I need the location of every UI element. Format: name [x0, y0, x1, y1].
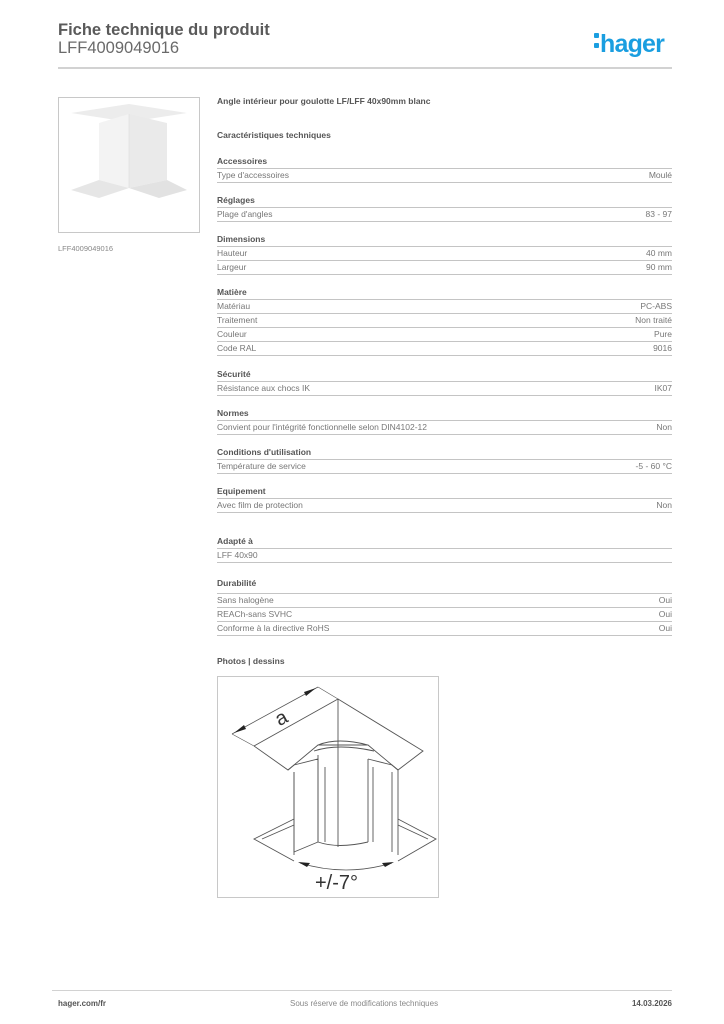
spec-label: Hauteur	[217, 248, 248, 258]
spec-row	[217, 421, 672, 435]
spec-row	[217, 261, 672, 275]
spec-label: Matériau	[217, 301, 251, 311]
section-title: Réglages	[217, 194, 672, 208]
product-thumbnail	[58, 97, 200, 233]
footer-website-link[interactable]: hager.com/fr	[58, 999, 107, 1008]
section-title: Normes	[217, 407, 672, 421]
spec-value: Moulé	[648, 170, 672, 180]
spec-row	[217, 208, 672, 222]
section-title: Accessoires	[217, 155, 672, 169]
section-durabilite	[217, 577, 672, 636]
spec-value: Non traité	[635, 315, 672, 325]
product-name: Angle intérieur pour goulotte LF/LFF 40x90mm blanc	[217, 96, 431, 106]
section-dimensions	[217, 233, 672, 275]
spec-label: Convient pour l'intégrité fonctionnelle selon DIN4102-12	[217, 422, 428, 432]
spec-value: 83 - 97	[645, 209, 672, 219]
footer-date: 14.03.2026	[631, 999, 672, 1008]
spec-label: Type d'accessoires	[217, 170, 290, 180]
section-title: Durabilité	[217, 577, 672, 594]
section-title: Adapté à	[217, 535, 672, 549]
spec-row	[217, 499, 672, 513]
spec-value: PC-ABS	[640, 301, 672, 311]
spec-value: Non	[656, 422, 672, 432]
spec-label: Code RAL	[217, 343, 257, 353]
spec-label: Avec film de protection	[217, 500, 303, 510]
section-normes	[217, 407, 672, 435]
spec-row	[217, 622, 672, 636]
product-reference: LFF4009049016	[58, 39, 180, 57]
spec-row	[217, 328, 672, 342]
spec-row	[217, 549, 672, 563]
section-adapte	[217, 535, 672, 563]
spec-row	[217, 314, 672, 328]
spec-label: Traitement	[217, 315, 258, 325]
spec-label: Sans halogène	[217, 595, 274, 605]
spec-label: Conforme à la directive RoHS	[217, 623, 330, 633]
tech-specs-heading: Caractéristiques techniques	[217, 130, 331, 140]
section-accessoires	[217, 155, 672, 183]
svg-text:a: a	[271, 706, 292, 731]
section-reglages	[217, 194, 672, 222]
spec-label: Résistance aux chocs IK	[217, 383, 311, 393]
footer-disclaimer: Sous réserve de modifications techniques	[290, 999, 439, 1008]
spec-row	[217, 300, 672, 314]
footer-divider	[52, 990, 672, 991]
section-securite	[217, 368, 672, 396]
technical-drawing	[217, 676, 439, 898]
spec-value: -5 - 60 °C	[635, 461, 672, 471]
svg-text:+/-7°: +/-7°	[315, 872, 359, 894]
section-title: Conditions d'utilisation	[217, 446, 672, 460]
section-conditions	[217, 446, 672, 474]
section-title: Equipement	[217, 485, 672, 499]
spec-label: Largeur	[217, 262, 247, 272]
spec-value: Pure	[654, 329, 672, 339]
inner-angle-drawing-icon	[218, 677, 438, 897]
spec-value: 40 mm	[646, 248, 672, 258]
spec-label: REACh-sans SVHC	[217, 609, 293, 619]
spec-row	[217, 608, 672, 622]
spec-value: Oui	[658, 595, 672, 605]
product-photo-icon	[59, 98, 199, 232]
spec-label: LFF 40x90	[217, 550, 258, 560]
spec-label: Plage d'angles	[217, 209, 273, 219]
photos-heading: Photos | dessins	[217, 656, 285, 666]
spec-value: IK07	[654, 383, 672, 393]
section-equipement	[217, 485, 672, 513]
spec-row	[217, 382, 672, 396]
spec-value: Non	[656, 500, 672, 510]
logo-text: hager	[600, 30, 665, 58]
spec-value: Oui	[658, 623, 672, 633]
section-title: Dimensions	[217, 233, 672, 247]
header-divider	[58, 67, 672, 69]
spec-label: Couleur	[217, 329, 247, 339]
document-title: Fiche technique du produit	[58, 21, 270, 39]
spec-value: Oui	[658, 609, 672, 619]
spec-row	[217, 460, 672, 474]
spec-value: 9016	[653, 343, 672, 353]
spec-row	[217, 169, 672, 183]
section-matiere	[217, 286, 672, 356]
spec-row	[217, 247, 672, 261]
spec-row	[217, 342, 672, 356]
section-title: Sécurité	[217, 368, 672, 382]
thumbnail-caption: LFF4009049016	[58, 244, 114, 253]
hager-logo	[594, 28, 664, 58]
spec-row	[217, 594, 672, 608]
logo-colon-icon	[594, 28, 599, 52]
spec-value: 90 mm	[646, 262, 672, 272]
spec-label: Température de service	[217, 461, 306, 471]
section-title: Matière	[217, 286, 672, 300]
